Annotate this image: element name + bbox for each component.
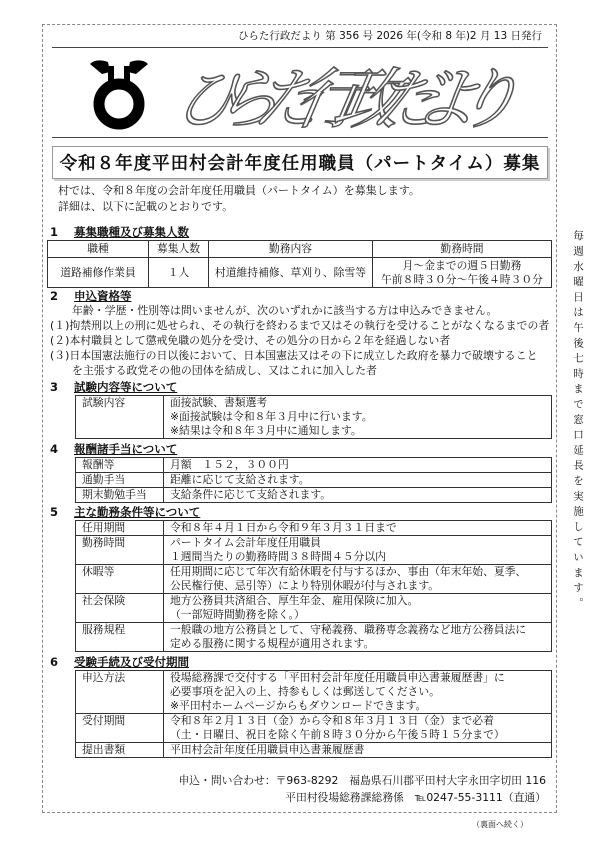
cell-line: 地方公務員共済組合、厚生年金、雇用保険に加入。 [170,594,419,607]
cell-line: ※平田村ホームページからもダウンロードできます。 [170,699,427,712]
cell-line: 役場総務課で交付する「平田村会計年度任用職員申込書兼履歴書」に [170,671,505,684]
table-cell: 申込方法 [76,671,164,714]
cell-line: 面接試験、書類選考 [170,396,268,409]
divider [52,137,548,138]
col-header: 勤務内容 [209,241,373,258]
table-cell [164,671,552,714]
section-heading-5: 5 主な勤務条件等について [50,505,201,519]
cell-line: 任用期間に応じて年次有給休暇を付与するほか、事由（年末年始、夏季、 [170,565,527,578]
pay-table [75,457,552,503]
positions-table [47,240,552,288]
eligibility-item: (３)日本国憲法施行の日以後において、日本国憲法又はその下に成立した政府を暴力で破壊すること [50,349,538,362]
contact-address: 申込・問い合わせ：〒963-8292 福島県石川郡平田村大字永田字切田 116 [178,774,546,787]
section-heading-3: 3 試験内容等について [50,380,178,394]
eligibility-lead: 年齢・学歴・性別等は問いませんが、次のいずれかに該当する方は申込みできません。 [72,304,498,317]
section-heading-2: 2 申込資格等 [50,289,132,303]
table-cell [164,714,552,743]
cell-line: 公民権行使、忌引等）により特別休暇が付与されます。 [170,579,440,592]
job-type: 道路補修作業員 [48,258,149,288]
divider [52,47,548,48]
table-cell [164,623,552,652]
cell-line: 月～金までの週５日勤務 [402,258,522,272]
table-cell: 服務規程 [76,623,164,652]
table-cell: 報酬等 [76,458,164,473]
table-cell: 受付期間 [76,714,164,743]
section-heading-1: 1 募集職種及び募集人数 [50,225,189,239]
newsletter-logotype [168,52,528,138]
cell-line: パートタイム会計年度任用職員 [170,536,321,549]
cell-line: ※面接試験は令和８年３月中に行います。 [170,410,373,423]
cell-line: 午前８時３０分～午後４時３０分 [381,272,543,286]
table-cell [164,536,552,565]
table-cell: 提出書類 [76,743,164,758]
side-note: 毎週水曜日は午後七時まで窓口延長を実施しています。 [572,230,584,613]
col-header: 募集人数 [149,241,209,258]
cell-line: １週間当たりの勤務時間３８時間４５分以内 [170,550,386,563]
headcount: １人 [149,258,209,288]
section-heading-4: 4 報酬諸手当について [50,442,178,456]
col-header: 職種 [48,241,149,258]
eligibility-item-cont: を主張する政党その他の団体を結成し、又はこれに加入した者 [72,364,377,377]
table-cell: 平田村会計年度任用職員申込書兼履歴書 [164,743,552,758]
contact-office-phone: 平田村役場総務課総務係 ℡0247-55-3111（直通） [285,791,546,804]
row-label: 試験内容 [76,396,164,439]
table-cell: 社会保険 [76,594,164,623]
table-cell: 距離に応じて支給されます。 [164,473,552,488]
page-title: 令和８年度平田村会計年度任用職員（パートタイム）募集 [52,146,548,179]
table-cell: 期末勤勉手当 [76,488,164,503]
exam-table [75,395,552,439]
cell-line: （一部短時間勤務を除く。） [170,608,305,621]
cell-line: 令和８年２月１３日（金）から令和８年３月１３日（金）まで必着 [170,714,494,727]
duties: 村道維持補修、草刈り、除雪等 [209,258,373,288]
cell-line: （土・日曜日、祝日を除く午前８時３０分から午後５時１５分まで） [170,728,505,741]
eligibility-item: (１)拘禁刑以上の刑に処せられ、その執行を終わるまで又はその執行を受けることがなくなるまでの者 [50,319,550,332]
table-cell: 月額 １５２，３００円 [164,458,552,473]
table-cell: 令和８年４月１日から令和９年３月３１日まで [164,521,552,536]
table-cell: 休暇等 [76,565,164,594]
issue-line: ひらた行政だより 第 356 号 2026 年(令和 8 年)2 月 13 日発行 [237,30,542,42]
intro-line: 詳細は、以下に記載のとおりです。 [58,200,234,213]
continued-note: （裏面へ続く） [472,820,528,829]
intro-line: 村では、令和８年度の会計年度任用職員（パートタイム）を募集します。 [58,184,420,197]
village-emblem-logo [86,58,152,130]
col-header: 勤務時間 [373,241,552,258]
cell-line: 必要事項を記入の上、持参もしくは郵送してください。 [170,685,440,698]
eligibility-item: (２)本村職員として懲戒免職の処分を受け、その処分の日から２年を経過しない者 [50,334,451,347]
section-heading-6: 6 受験手続及び受付期間 [50,655,189,669]
cell-line: 定める服務に関する規程が適用されます。 [170,637,375,650]
application-table [75,670,552,758]
hours [373,258,552,288]
table-cell: 任用期間 [76,521,164,536]
row-value [164,396,552,439]
table-cell: 通勤手当 [76,473,164,488]
table-cell: 支給条件に応じて支給されます。 [164,488,552,503]
logotype-text: ひらた行政だより [168,60,528,138]
cell-line: 一般職の地方公務員として、守秘義務、職務専念義務など地方公務員法に [170,623,527,636]
cell-line: ※結果は令和８年３月中に通知します。 [170,424,362,437]
conditions-table [75,520,552,652]
table-cell [164,594,552,623]
table-cell: 勤務時間 [76,536,164,565]
table-cell [164,565,552,594]
